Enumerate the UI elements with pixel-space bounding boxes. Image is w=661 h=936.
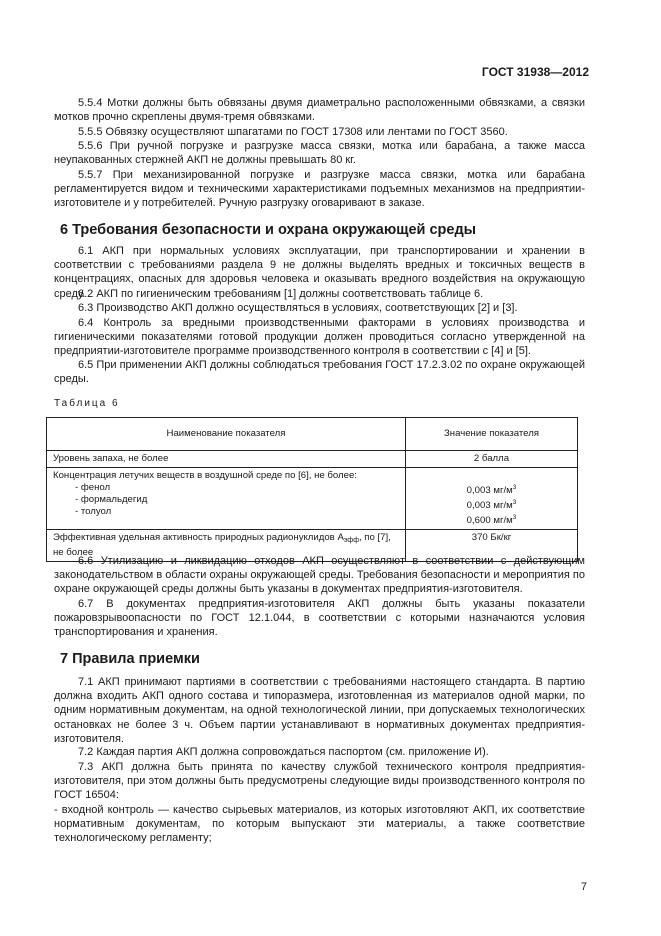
section-6-title: 6 Требования безопасности и охрана окружающей среды [60, 222, 477, 238]
page-number: 7 [580, 881, 587, 893]
paragraph-7-3: 7.3 АКП должна быть принята по качеству службой технического контроля предприятия-изготовителя, при этом должны быть предусмотрены следующие виды производственного контроля по ГОСТ 16504: [54, 761, 585, 802]
table-6 [46, 417, 578, 562]
row-name: Уровень запаха, не более [47, 451, 406, 468]
paragraph-7-1: 7.1 АКП принимают партиями в соответствии с требованиями настоящего стандарта. В партию должна входить АКП одного состава и типоразмера, изготовленная из материалов одной марки, по одним нормативным документам, на одной технологической линии, при допускаемых технологических остановках не более 3 ч. Объем партии устанавливают в нормативных документах предприятия-изготовителя. [54, 676, 585, 745]
column-header-value: Значение показателя [406, 418, 578, 451]
substance-phenol: - фенол [75, 482, 111, 493]
row-name [47, 468, 406, 530]
paragraph-5-5-5: 5.5.5 Обвязку осуществляют шпагатами по ГОСТ 17308 или лентами по ГОСТ 3560. [78, 126, 508, 138]
column-header-name: Наименование показателя [47, 418, 406, 451]
paragraph-6-2: 6.2 АКП по гигиеническим требованиям [1] должны соответствовать таблице 6. [78, 288, 484, 300]
row-name: Эффективная удельная активность природных радионуклидов $A_{эфф}$, по [7], не более [47, 530, 406, 562]
row-value: 2 балла [406, 451, 578, 468]
paragraph-5-5-6: 5.5.6 При ручной погрузке и разгрузке масса связки, мотка или барабана, а также масса неупакованных стержней АКП не должны превышать 80 кг. [54, 140, 585, 167]
row-value: 370 Бк/кг [406, 530, 578, 562]
table-row [47, 451, 578, 468]
paragraph-6-5: 6.5 При применении АКП должны соблюдаться требования ГОСТ 17.2.3.02 по охране окружающей среды. [54, 359, 585, 386]
substance-toluene: - толуол [75, 506, 112, 517]
paragraph-7-2: 7.2 Каждая партия АКП должна сопровождаться паспортом (см. приложение И). [78, 746, 489, 758]
table-6-caption: Таблица 6 [54, 398, 120, 409]
volatile-substances-label: Концентрация летучих веществ в воздушной среде по [6], не более: [53, 470, 357, 481]
paragraph-6-6: 6.6 Утилизацию и ликвидацию отходов АКП осуществляют в соответствии с действующим законодательством в области охраны окружающей среды. Требования безопасности и мероприятия по охране окружающей среды должны быть указаны в документах предприятия-изготовителя. [54, 555, 585, 596]
paragraph-5-5-4: 5.5.4 Мотки должны быть обвязаны двумя диаметрально расположенными обвязками, а связки мотков прочно скреплены двумя-тремя обвязками. [54, 97, 585, 124]
value-phenol: 0,003 $мг/м^3$ [466, 484, 517, 496]
paragraph-input-control: - входной контроль — качество сырьевых материалов, из которых изготовляют АКП, их соответствие нормативным документам, по которым выпускают эти материалы, а также соответствие технологическому регламенту; [54, 804, 585, 845]
paragraph-6-7: 6.7 В документах предприятия-изготовителя АКП должны быть указаны показатели пожаровзрывоопасности по ГОСТ 12.1.044, в соответствии с которыми назначаются условия транспортирования и хранения. [54, 598, 585, 639]
paragraph-6-3: 6.3 Производство АКП должно осуществляться в условиях, соответствующих [2] и [3]. [78, 302, 518, 314]
document-header: ГОСТ 31938—2012 [481, 65, 589, 79]
value-toluene: 0,600 $мг/м^3$ [466, 514, 517, 526]
paragraph-6-4: 6.4 Контроль за вредными производственными факторами в условиях производства и гигиеническими показателями готовой продукции должен проводиться согласно утвержденной на предприятии-изготовителе программе производственного контроля в соответствии с [4] и [5]. [54, 317, 585, 358]
paragraph-5-5-7: 5.5.7 При механизированной погрузке и разгрузке масса связки, мотка или барабана регламентируется видом и техническими характеристиками подъемных механизмов на предприятии-изготовителе и у потребителей. Ручную разгрузку оговаривают в заказе. [54, 169, 585, 210]
row-value [406, 468, 578, 530]
paragraph-6-1: 6.1 АКП при нормальных условиях эксплуатации, при транспортировании и хранении в соответствии с требованиями раздела 9 не должны выделять вредных и токсичных веществ в концентрациях, опасных для здоровья человека и оказывать вредного воздействия на окружающую среду. [54, 245, 585, 300]
table-header-row [47, 418, 578, 451]
value-formaldehyde: 0,003 $мг/м^3$ [466, 499, 517, 511]
substance-formaldehyde: - формальдегид [75, 494, 148, 505]
table-row [47, 468, 578, 530]
section-7-title: 7 Правила приемки [60, 651, 200, 667]
